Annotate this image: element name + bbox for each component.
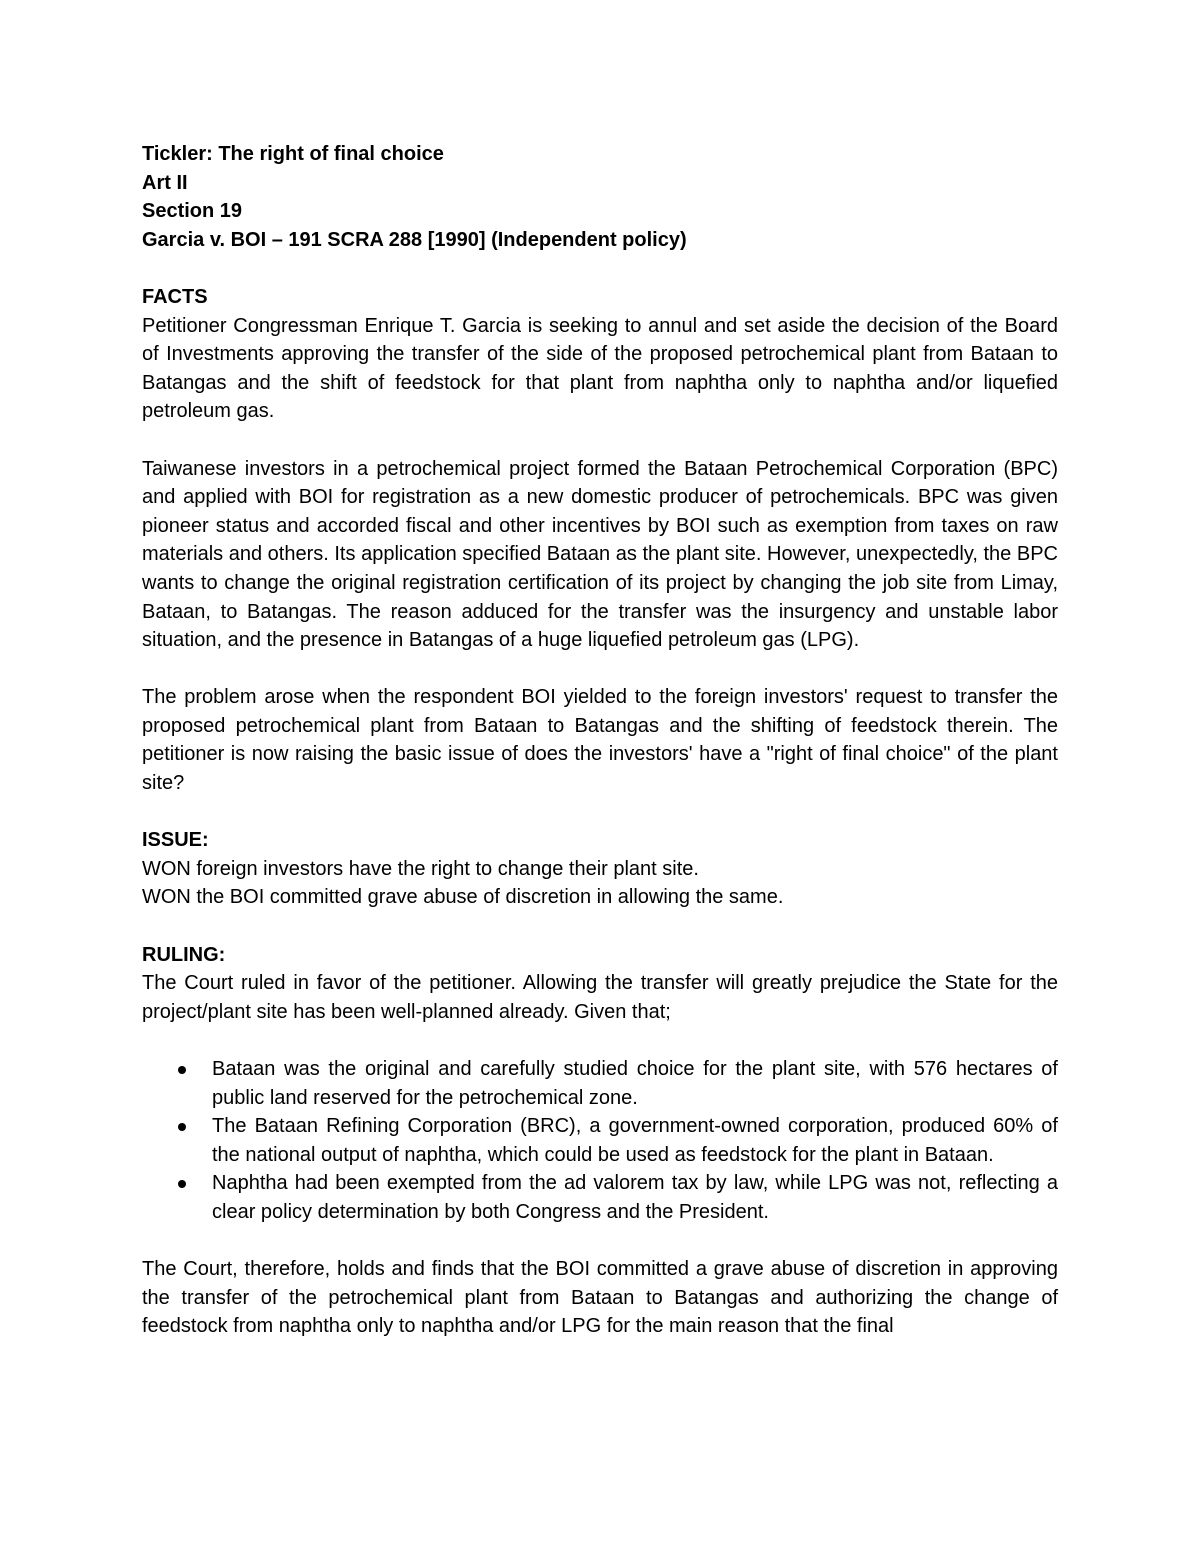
list-item-text: The Bataan Refining Corporation (BRC), a government-owned corporation, produced 60% of the national output of naphtha, which could be used as feedstock for the plant in Bataan.	[212, 1115, 1058, 1166]
spacer	[142, 912, 1058, 941]
ruling-intro: The Court ruled in favor of the petitioner. Allowing the transfer will greatly prejudice the State for the project/plant site has been well-planned already. Given that;	[142, 972, 1058, 1023]
facts-paragraph: Taiwanese investors in a petrochemical project formed the Bataan Petrochemical Corporation (BPC) and applied with BOI for registration as a new domestic producer of petrochemicals. BPC was given pioneer status and accorded fiscal and other incentives by BOI such as exemption from taxes on raw materials and others. Its application specified Bataan as the plant site. However, unexpectedly, the BPC wants to change the original registration certification of its project by changing the job site from Limay, Bataan, to Batangas. The reason adduced for the transfer was the insurgency and unstable labor situation, and the presence in Batangas of a huge liquefied petroleum gas (LPG).	[142, 457, 1058, 652]
case-title: Garcia v. BOI – 191 SCRA 288 [1990] (Independent policy)	[142, 228, 687, 251]
facts-paragraph: The problem arose when the respondent BOI yielded to the foreign investors' request to transfer the proposed petrochemical plant from Bataan to Batangas and the shifting of feedstock therein. The petitioner is now raising the basic issue of does the investors' have a "right of final choice" of the plant site?	[142, 686, 1058, 795]
spacer	[142, 798, 1058, 827]
ruling-section	[142, 941, 1058, 1341]
list-item	[142, 1169, 1058, 1226]
list-item	[142, 1055, 1058, 1112]
document-page	[142, 140, 1058, 1341]
spacer	[142, 655, 1058, 684]
list-item	[142, 1112, 1058, 1169]
ruling-bullet-list	[142, 1055, 1058, 1227]
issue-label: ISSUE:	[142, 829, 209, 852]
case-header	[142, 140, 1058, 254]
tickler-heading: Tickler: The right of final choice	[142, 143, 444, 165]
list-item-text: Naphtha had been exempted from the ad valorem tax by law, while LPG was not, reflecting a clear policy determination by both Congress and the President.	[212, 1172, 1058, 1223]
spacer	[142, 254, 1058, 283]
facts-label: FACTS	[142, 285, 208, 308]
article-heading: Art II	[142, 171, 188, 194]
spacer	[142, 1227, 1058, 1256]
issue-section	[142, 826, 1058, 912]
issue-line: WON the BOI committed grave abuse of discretion in allowing the same.	[142, 886, 784, 909]
bullet-icon	[178, 1180, 186, 1188]
ruling-label: RULING:	[142, 943, 226, 966]
list-item-text: Bataan was the original and carefully studied choice for the plant site, with 576 hectares of public land reserved for the petrochemical zone.	[212, 1058, 1058, 1109]
ruling-conclusion: The Court, therefore, holds and finds that the BOI committed a grave abuse of discretion in approving the transfer of the petrochemical plant from Bataan to Batangas and authorizing the change of feedstock from naphtha only to naphtha and/or LPG for the main reason that the final	[142, 1258, 1058, 1338]
bullet-icon	[178, 1123, 186, 1131]
bullet-icon	[178, 1066, 186, 1074]
spacer	[142, 426, 1058, 455]
section-heading: Section 19	[142, 200, 243, 223]
facts-paragraph: Petitioner Congressman Enrique T. Garcia is seeking to annul and set aside the decision of the Board of Investments approving the transfer of the side of the proposed petrochemical plant from Bataan to Batangas and the shift of feedstock for that plant from naphtha only to naphtha and/or liquefied petroleum gas.	[142, 314, 1058, 423]
issue-line: WON foreign investors have the right to change their plant site.	[142, 857, 699, 880]
spacer	[142, 1026, 1058, 1055]
facts-section	[142, 283, 1058, 798]
